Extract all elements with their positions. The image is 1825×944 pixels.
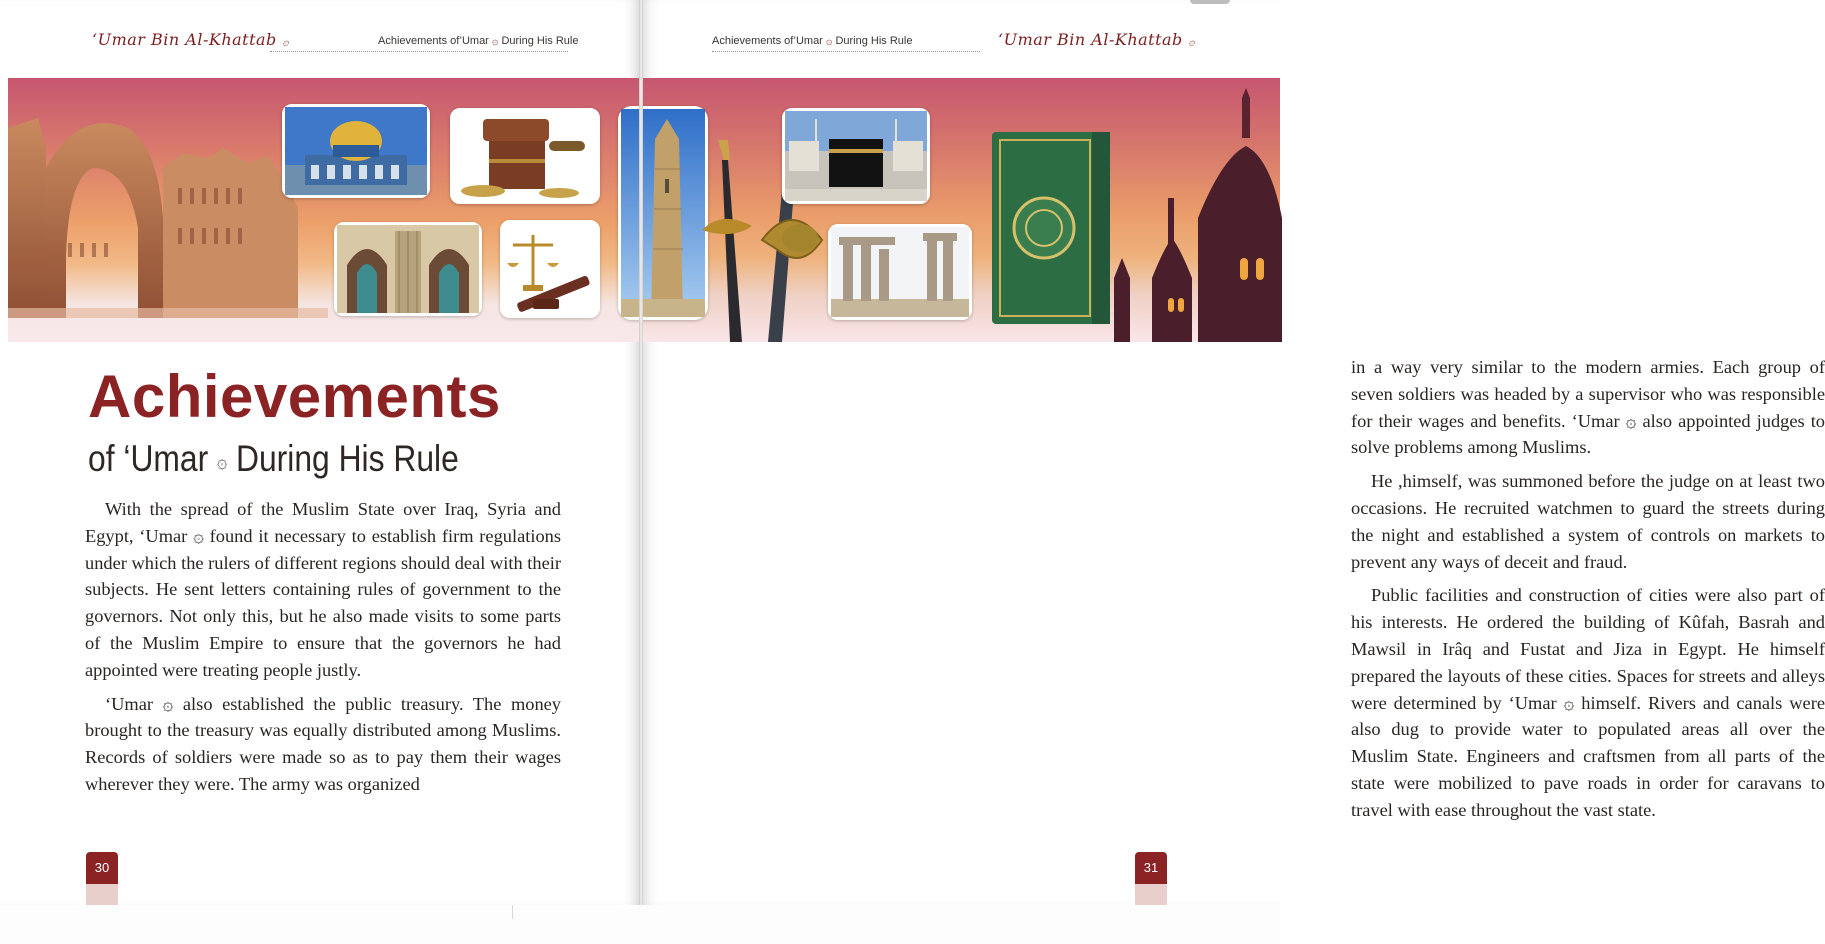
dome-of-the-rock-photo <box>282 104 430 198</box>
right-header-rule <box>712 51 980 52</box>
paragraph: He ,himself, was summoned before the judge on at least two occasions. He recruited watchmen to guard the streets during the night and established a system of controls on markets to prevent any ways of deceit and fraud. <box>1351 471 1825 572</box>
left-brand: ‘Umar Bin Al-Khattab ۞ <box>92 30 289 49</box>
honorific-glyph: ۞ <box>217 450 228 473</box>
left-running-head: Achievements of’Umar ۞ During His Rule <box>378 35 579 47</box>
paragraph: ‘Umar ۞ also established the public treasury. The money brought to the treasury was equally distributed among Muslims. Records of soldiers were made so as to pay them their wages wherever they were. The army was organized <box>85 693 561 794</box>
scales-of-justice-photo <box>500 220 600 318</box>
ancient-columns-photo <box>828 224 972 320</box>
quran-book-illustration <box>988 128 1114 328</box>
left-header-rule <box>270 51 568 52</box>
scan-margin <box>0 905 1280 944</box>
right-body-text <box>1351 354 1825 831</box>
mosque-silhouette <box>1112 78 1280 342</box>
right-running-head: Achievements of’Umar ۞ During His Rule <box>712 35 913 47</box>
page-number-tail <box>1135 884 1167 906</box>
right-page <box>642 0 1825 905</box>
page-title: Achievements <box>88 363 501 430</box>
page-number-badge: 31 <box>1135 852 1167 884</box>
right-brand: ‘Umar Bin Al-Khattab ۞ <box>998 30 1195 49</box>
islamic-arches-photo <box>334 222 482 316</box>
page-subtitle: of ‘Umar ۞ During His Rule <box>88 438 459 479</box>
scan-artifact <box>512 905 513 919</box>
right-banner <box>642 78 1280 342</box>
left-page <box>0 0 640 905</box>
paragraph: in a way very similar to the modern armies. Each group of seven soldiers was headed by a supervisor who was responsible for their wages and benefits. ‘Umar ۞ also appointed judges to solve problems among Muslims. <box>1351 357 1825 458</box>
kaaba-photo <box>782 108 930 204</box>
book-gutter <box>639 0 643 905</box>
paragraph: Public facilities and construction of cities were also part of his interests. He ordered the building of Kûfah, Basrah and Mawsil in Irâq and Fustat and Jiza in Egypt. He himself prepared the layouts of these cities. Spaces for streets and alleys were determined by ‘Umar ۞ himself. Rivers and canals were also dug to provide water to populated areas all over the Muslim State. Engineers and craftsmen from all parts of the state were mobilized to pave roads in order for caravans to travel with ease throughout the vast state. <box>1351 585 1825 820</box>
treasure-chest-photo <box>450 108 600 204</box>
left-body-text <box>85 496 561 805</box>
page-number-badge: 30 <box>86 852 118 884</box>
paragraph: With the spread of the Muslim State over Iraq, Syria and Egypt, ‘Umar ۞ found it necessary to establish firm regulations under which the rulers of different regions should deal with their subjects. He sent letters containing rules of government to the governors. Not only this, but he also made visits to some parts of the Muslim Empire to ensure that the governors he had appointed were treating people justly. <box>85 499 561 680</box>
scan-artifact <box>1190 0 1230 4</box>
page-number-tail <box>86 884 118 906</box>
ruins-illustration <box>8 108 328 318</box>
left-banner <box>8 78 640 342</box>
